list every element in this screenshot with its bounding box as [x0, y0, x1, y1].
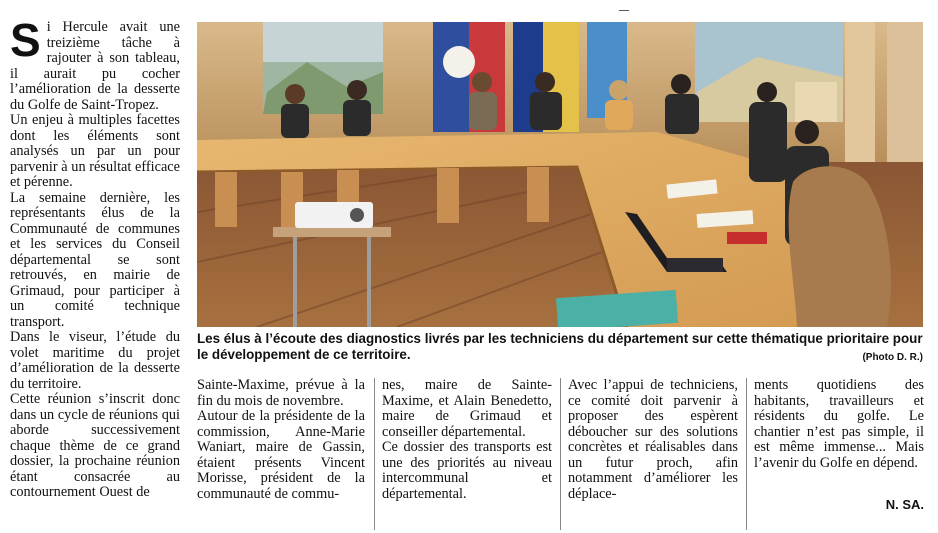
article-column-1	[10, 14, 180, 501]
paragraph: Dans le viseur, l’étude du volet maritime du projet d’amélioration de la desserte du territoire.	[10, 329, 180, 392]
paragraph: nes, maire de Sainte-Maxime, et Alain Benedetto, maire de Grimaud et conseiller départemental.	[382, 377, 552, 440]
meeting-photo	[197, 22, 923, 327]
article-column-3	[382, 378, 552, 502]
paragraph: Cette réunion s’inscrit donc dans un cycle de réunions qui aborde successivement chaque thème de ce grand dossier, la prochaine réunion étant consacrée au contournement Ouest de	[10, 391, 180, 500]
article-column-4	[568, 378, 738, 502]
paragraph: Un enjeu à multiples facettes dont les éléments sont analysés un par un pour parvenir à un résultat efficace et pérenne.	[10, 112, 180, 190]
article-column-5	[754, 378, 924, 471]
caption-text: Les élus à l’écoute des diagnostics livrés par les techniciens du département sur cette thématique prioritaire pour le développement de ce territoire.	[197, 331, 923, 362]
paragraph: Avec l’appui de techniciens, ce comité doit parvenir à proposer des espèrent déboucher sur des solutions concrètes et réalisables dans un futur proch, afin notamment d’améliorer les déplace-	[568, 377, 738, 502]
column-divider	[374, 378, 375, 530]
paragraph: i Hercule avait une treizième tâche à rajouter à son tableau, il aurait pu cocher l’amélioration de la desserte du Golfe de Saint-Tropez.	[10, 19, 180, 113]
page-top-mark	[619, 10, 629, 11]
paragraph: Sainte-Maxime, prévue à la fin du mois de novembre.	[197, 377, 365, 409]
drop-cap: S	[10, 14, 41, 66]
article-column-2	[197, 378, 365, 502]
author-signature: N. SA.	[885, 497, 924, 512]
paragraph: ments quotidiens des habitants, travailleurs et résidents du golfe. Le chantier n’est pas simple, il est même immense... Mais l’avenir du Golfe en dépend.	[754, 377, 924, 471]
column-divider	[746, 378, 747, 530]
paragraph: Autour de la présidente de la commission, Anne-Marie Waniart, maire de Gassin, étaient présents Vincent Morisse, président de la communauté de commu-	[197, 408, 365, 502]
paragraph: Ce dossier des transports est une des priorités au niveau intercommunal et départemental.	[382, 439, 552, 502]
photo-credit: (Photo D. R.)	[862, 352, 923, 363]
column-divider	[560, 378, 561, 530]
paragraph: La semaine dernière, les représentants élus de la Communauté de communes et les services du Conseil départemental se sont retrouvés, en mairie de Grimaud, pour participer à un comité technique transport.	[10, 189, 180, 330]
photo-caption	[197, 331, 923, 366]
